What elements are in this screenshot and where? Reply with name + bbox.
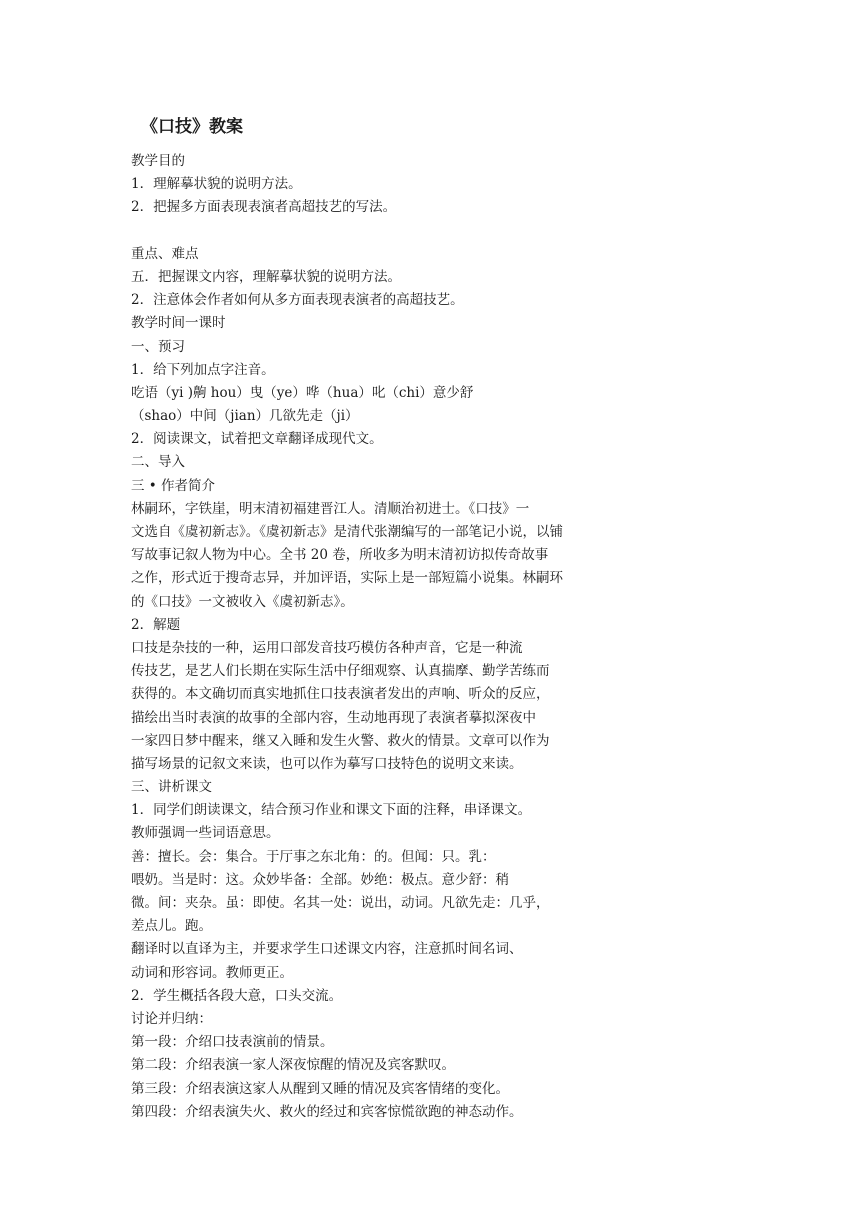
text-line: 第三段：介绍表演这家人从醒到又睡的情况及宾客情绪的变化。 [131, 1080, 509, 1097]
text-line: 喂奶。当是时：这。众妙毕备：全部。妙绝：极点。意少舒：稍 [131, 871, 509, 888]
document-page [131, 112, 771, 1124]
text-line: 获得的。本文确切而真实地抓住口技表演者发出的声响、听众的反应， [131, 686, 550, 703]
text-line: 2．学生概括各段大意，口头交流。 [131, 987, 343, 1004]
text-line: 2．注意体会作者如何从多方面表现表演者的高超技艺。 [131, 292, 464, 309]
text-line: 林嗣环，字铁崖，明末清初福建晋江人。清顺治初进士。《口技》一 [131, 500, 530, 517]
text-line: 第二段：介绍表演一家人深夜惊醒的情况及宾客默叹。 [131, 1057, 455, 1074]
text-line: 讨论并归纳： [131, 1010, 212, 1027]
text-line: 一家四日梦中醒来，继又入睡和发生火警、救火的情景。文章可以作为 [131, 732, 550, 749]
text-line: 文选自《虞初新志》。《虞初新志》是清代张潮编写的一部笔记小说，以铺 [131, 524, 563, 540]
text-line: 第四段：介绍表演失火、救火的经过和宾客惊慌欲跑的神态动作。 [131, 1103, 523, 1120]
text-line: 动词和形容词。教师更正。 [131, 964, 293, 981]
text-line: 2．解题 [131, 616, 181, 633]
text-line: 三、讲析课文 [131, 779, 212, 796]
text-line: 吃语（yi )齁 hou）曳（ye）哗（hua）叱（chi）意少舒 [131, 384, 474, 401]
text-line: 重点、难点 [131, 245, 199, 262]
text-line: 善：擅长。会：集合。于厅事之东北角：的。但闻：只。乳： [131, 848, 496, 865]
text-line: 2．阅读课文，试着把文章翻译成现代文。 [131, 431, 383, 448]
text-line: 1．理解摹状貌的说明方法。 [131, 176, 302, 193]
text-line [131, 220, 771, 243]
text-line: 写故事记叙人物为中心。全书 20 卷，所收多为明末清初访拟传奇故事 [131, 547, 549, 564]
text-line: 1．给下列加点字注音。 [131, 361, 275, 378]
document-body [131, 150, 771, 1124]
text-line: 2．把握多方面表现表演者高超技艺的写法。 [131, 199, 397, 216]
text-line: 教学时间一课时 [131, 315, 226, 332]
text-line: 教学目的 [131, 153, 185, 169]
text-line: 的《口技》一文被收入《虞初新志》。 [131, 593, 354, 610]
text-line: 微。间：夹杂。虽：即使。名其一处：说出，动词。凡欲先走：几乎， [131, 895, 550, 911]
text-line: 三 • 作者简介 [131, 477, 216, 494]
text-line: （shao）中间（jian）几欲先走（ji） [131, 408, 359, 425]
text-line: 描绘出当时表演的故事的全部内容，生动地再现了表演者摹拟深夜中 [131, 709, 536, 726]
text-line: 差点儿。跑。 [131, 918, 212, 935]
text-line: 1．同学们朗读课文，结合预习作业和课文下面的注释，串译课文。 [131, 802, 532, 819]
text-line: 二、导入 [131, 454, 185, 471]
text-line: 一、预习 [131, 338, 185, 355]
text-line: 教师强调一些词语意思。 [131, 825, 280, 842]
text-line: 口技是杂技的一种，运用口部发音技巧模仿各种声音，它是一种流 [131, 639, 523, 656]
text-line: 五．把握课文内容，理解摹状貌的说明方法。 [131, 268, 401, 285]
document-title: 《口技》教案 [141, 117, 243, 137]
text-line: 描写场景的记叙文来读，也可以作为摹写口技特色的说明文来读。 [131, 755, 523, 772]
text-line: 第一段：介绍口技表演前的情景。 [131, 1034, 334, 1051]
text-line: 之作，形式近于搜奇志异，并加评语，实际上是一部短篇小说集。林嗣环 [131, 570, 563, 587]
text-line: 翻译时以直译为主，并要求学生口述课文内容，注意抓时间名词、 [131, 941, 523, 958]
text-line: 传技艺，是艺人们长期在实际生活中仔细观察、认真揣摩、勤学苦练而 [131, 663, 550, 680]
